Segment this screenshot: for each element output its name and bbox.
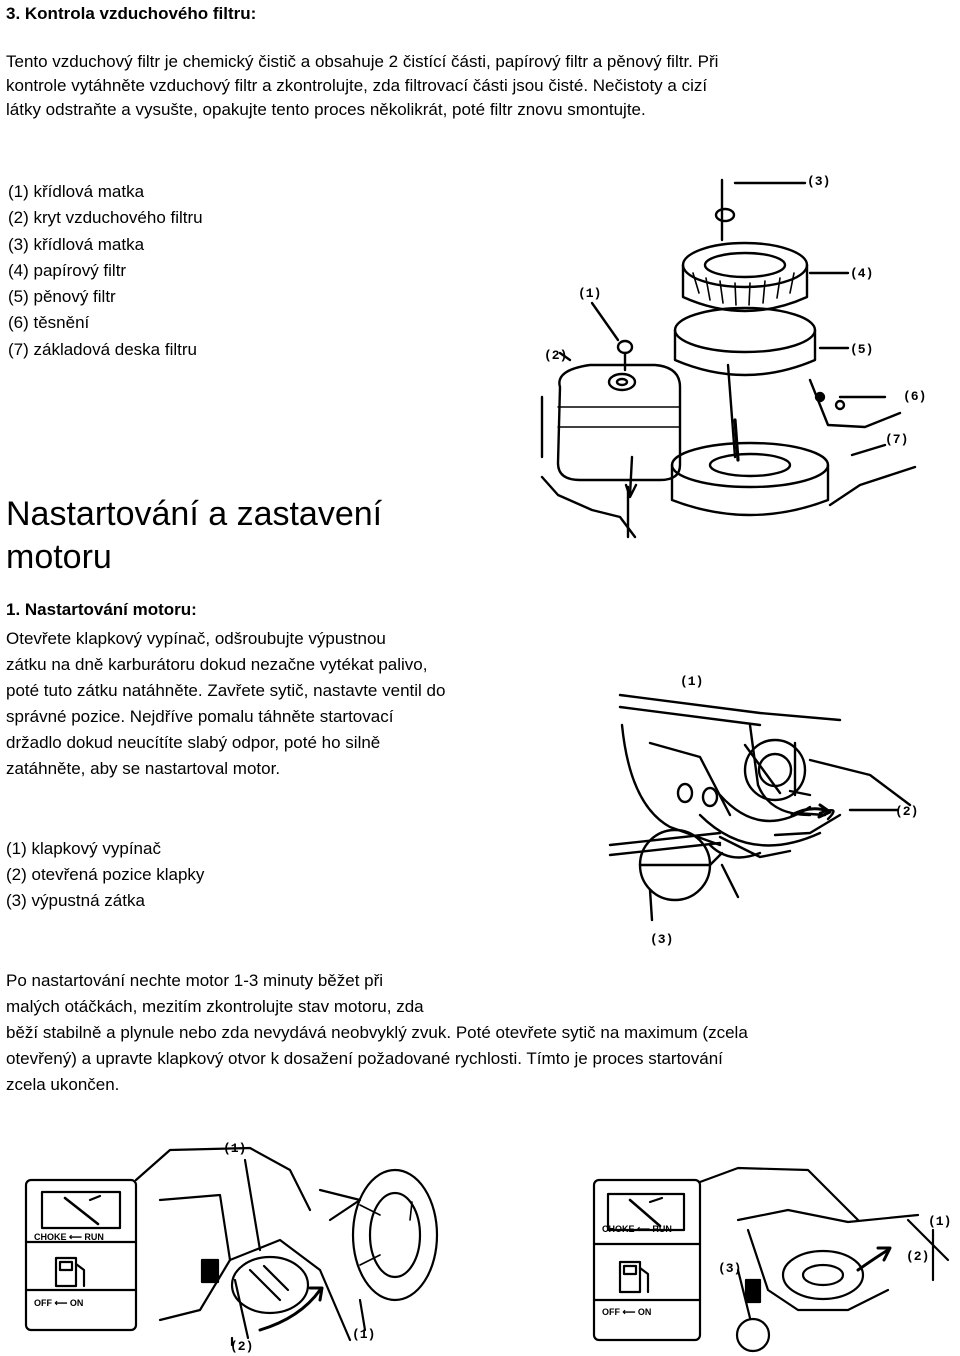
list-item: (5) pěnový filtr xyxy=(8,287,116,307)
paragraph-line: zcela ukončen. xyxy=(6,1075,120,1094)
section-heading: 3. Kontrola vzduchového filtru: xyxy=(6,4,257,23)
paragraph-line: látky odstraňte a vysušte, opakujte tento proces několikrát, poté filtr znovu smontujte. xyxy=(6,100,646,119)
paragraph-line: držadlo dokud neucítíte slabý odpor, poté ho silně xyxy=(6,733,381,752)
paragraph-line: běží stabilně a plynule nebo zda nevydává neobvyklý zvuk. Poté otevřete sytič na maximum (zcela xyxy=(6,1023,748,1042)
paragraph-line: správné pozice. Nejdříve pomalu táhněte startovací xyxy=(6,707,394,726)
panel-label: CHOKE ⟵ RUN xyxy=(34,1232,104,1242)
callout-label: (1) xyxy=(578,286,602,301)
callout-label: (2) xyxy=(544,348,568,363)
section-title-line: motoru xyxy=(6,538,112,576)
start-parts-list xyxy=(6,836,204,914)
start-paragraph xyxy=(6,626,445,782)
panel-label: CHOKE ⟵ RUN xyxy=(602,1224,672,1234)
list-item: (2) otevřená pozice klapky xyxy=(6,865,205,884)
section-title-line: Nastartování a zastavení xyxy=(6,495,383,533)
paragraph-line: Otevřete klapkový vypínač, odšroubujte výpustnou xyxy=(6,629,386,648)
list-item: (2) kryt vzduchového filtru xyxy=(8,208,203,228)
after-start-paragraph xyxy=(6,968,748,1098)
callout-label: (6) xyxy=(903,389,927,404)
engine-control-diagram-left xyxy=(20,1140,470,1354)
list-item: (4) papírový filtr xyxy=(8,260,127,280)
callout-label: (1) xyxy=(928,1214,952,1229)
list-item: (3) výpustná zátka xyxy=(6,891,145,910)
callout-label: (1) xyxy=(680,674,704,689)
paragraph-line: zatáhněte, aby se nastartoval motor. xyxy=(6,759,281,778)
section-title xyxy=(6,493,382,579)
callout-label: (1) xyxy=(352,1327,376,1342)
filter-parts-list xyxy=(8,179,203,363)
sub-heading: 1. Nastartování motoru: xyxy=(6,600,197,619)
air-filter-diagram xyxy=(530,165,950,540)
list-item: (1) křídlová matka xyxy=(8,182,145,201)
paragraph-line: poté tuto zátku natáhněte. Zavřete sytič, nastavte ventil do xyxy=(6,681,446,700)
carburetor-diagram xyxy=(610,665,940,955)
callout-label: (2) xyxy=(895,804,919,819)
paragraph-line: zátku na dně karburátoru dokud nezačne vytékat palivo, xyxy=(6,655,428,674)
callout-label: (3) xyxy=(718,1261,742,1276)
paragraph-line: otevřený) a upravte klapkový otvor k dosažení požadované rychlosti. Tímto je proces startování xyxy=(6,1049,723,1068)
filter-paragraph xyxy=(6,50,946,122)
list-item: (1) klapkový vypínač xyxy=(6,839,161,858)
callout-label: (3) xyxy=(650,932,674,947)
callout-label: (2) xyxy=(230,1339,254,1354)
callout-label: (1) xyxy=(223,1141,247,1156)
callout-label: (2) xyxy=(906,1249,930,1264)
panel-label: OFF ⟵ ON xyxy=(34,1298,84,1308)
list-item: (6) těsnění xyxy=(8,313,90,333)
list-item: (3) křídlová matka xyxy=(8,234,145,254)
list-item: (7) základová deska filtru xyxy=(8,339,197,359)
callout-label: (5) xyxy=(850,342,874,357)
paragraph-line: kontrole vytáhněte vzduchový filtr a zkontrolujte, zda filtrovací části jsou čisté. Nečistoty a cizí xyxy=(6,76,708,95)
callout-label: (3) xyxy=(807,174,831,189)
paragraph-line: malých otáčkách, mezitím zkontrolujte stav motoru, zda xyxy=(6,997,424,1016)
engine-control-diagram-right xyxy=(588,1160,958,1352)
callout-label: (4) xyxy=(850,266,874,281)
panel-label: OFF ⟵ ON xyxy=(602,1307,652,1317)
paragraph-line: Tento vzduchový filtr je chemický čistič a obsahuje 2 čistící části, papírový filtr a pěnový filtr. Při xyxy=(6,52,719,71)
paragraph-line: Po nastartování nechte motor 1-3 minuty běžet při xyxy=(6,971,384,990)
callout-label: (7) xyxy=(885,432,909,447)
